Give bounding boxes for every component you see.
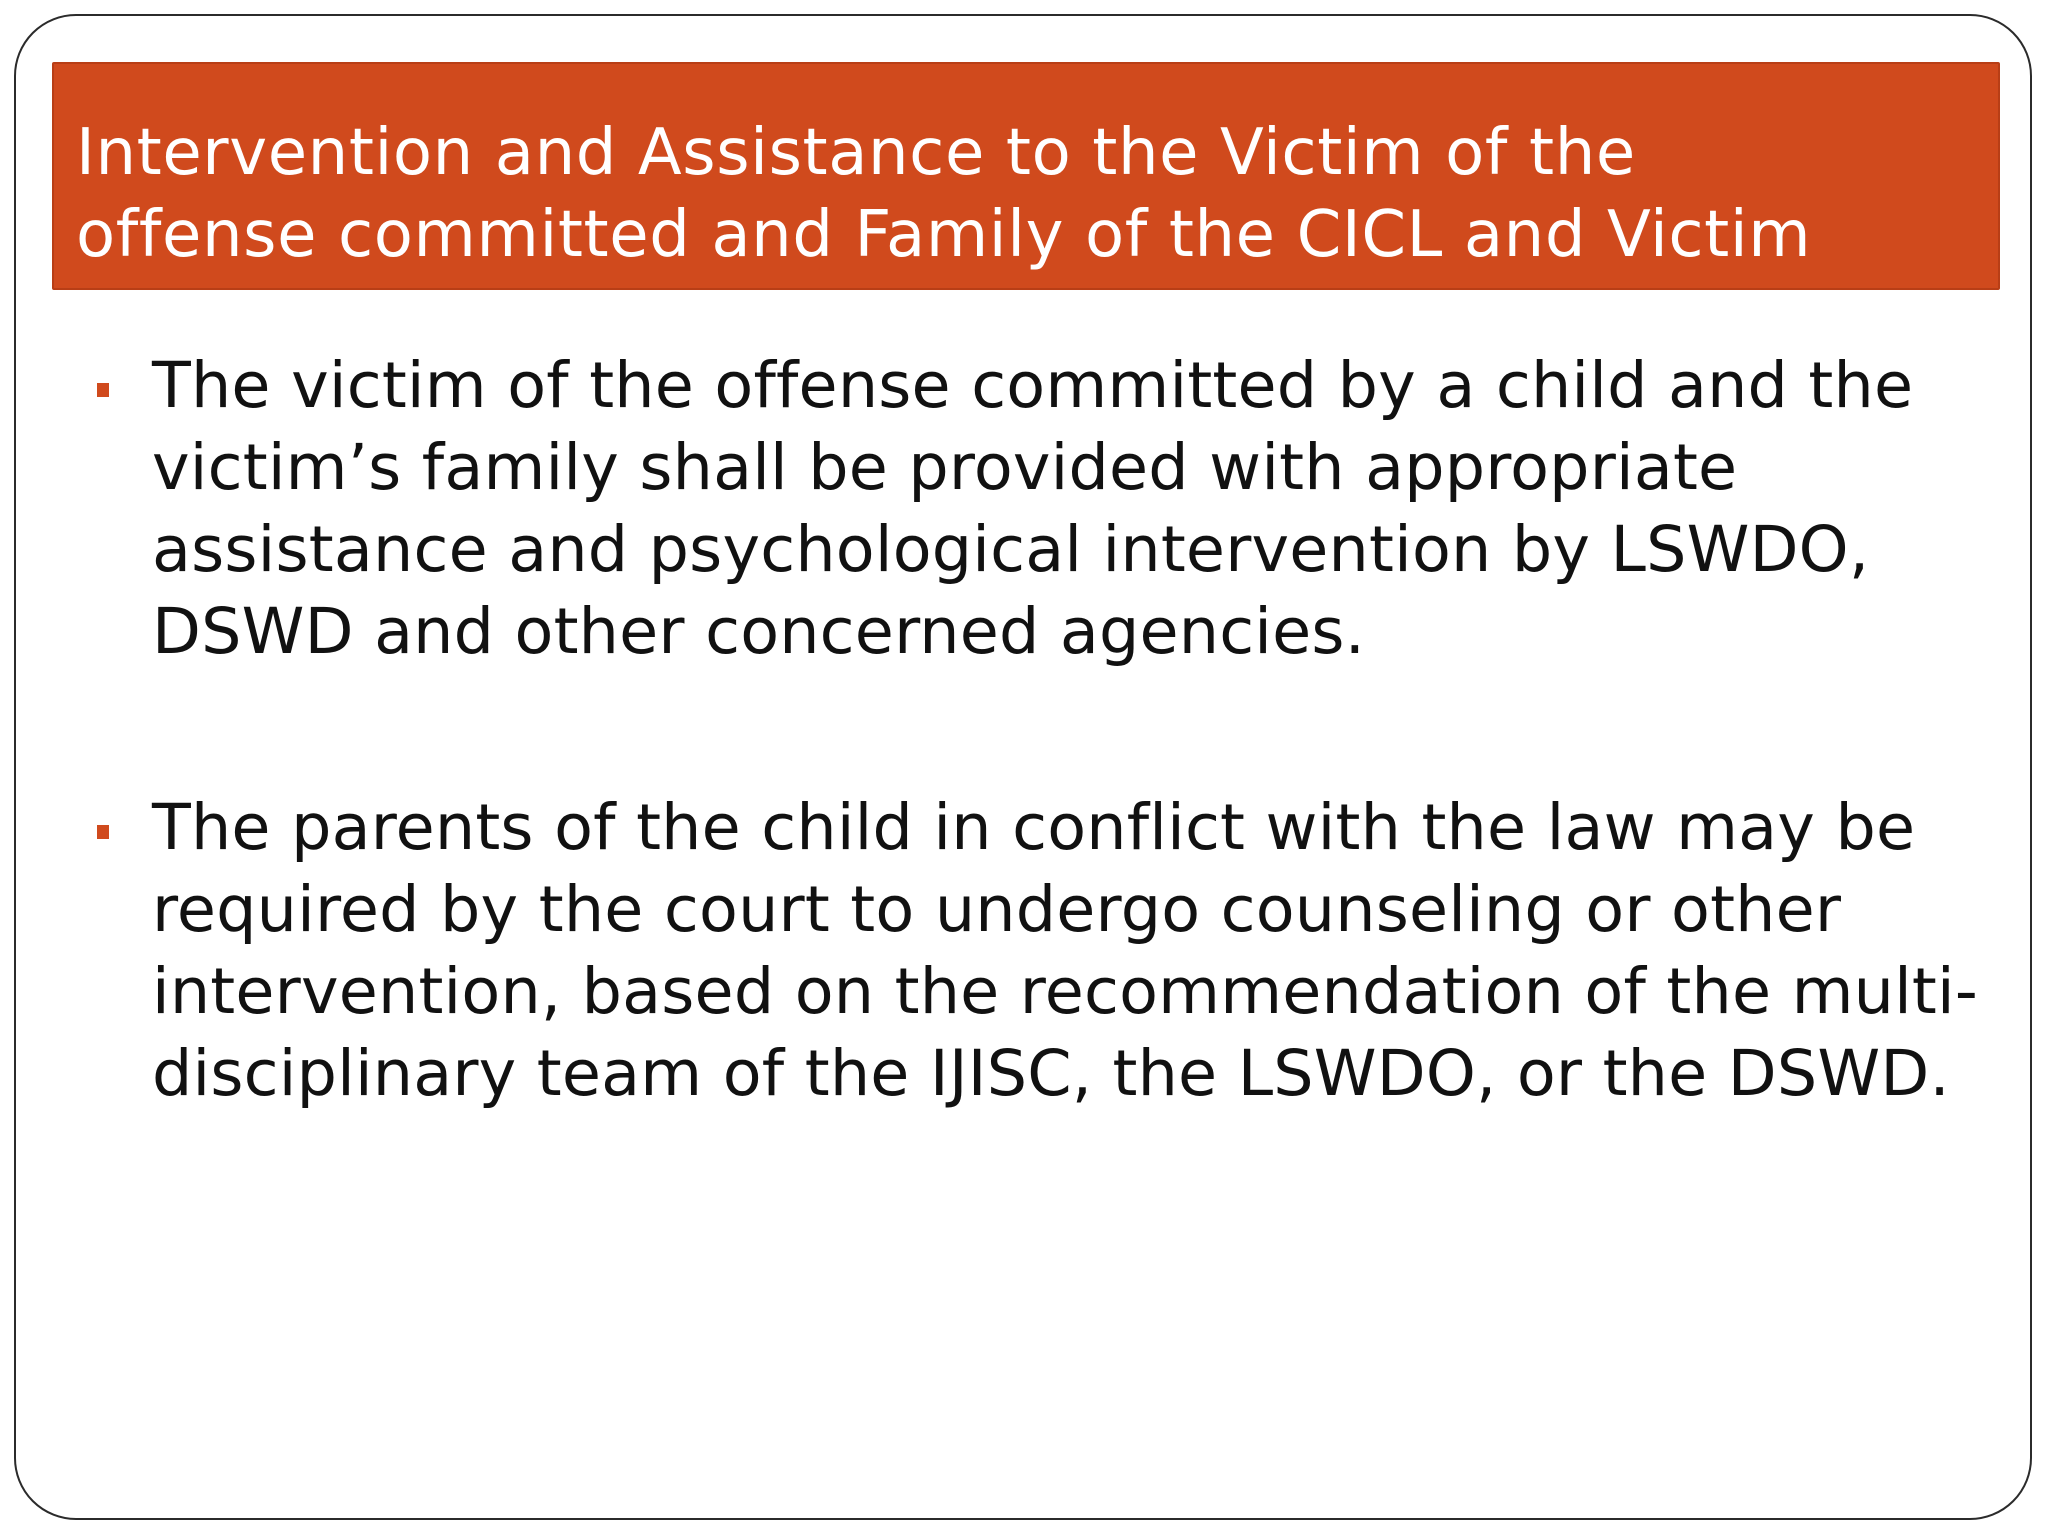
slide-frame [14, 14, 2032, 1520]
bullet-text: The victim of the offense committed by a child and the victim’s family shall be provided with appropriate assistance and psychological intervention by LSWDO, DSWD and other concerned agencies. [152, 348, 1914, 668]
bullet-list [16, 16, 2030, 1518]
slide-title: Intervention and Assistance to the Victim of the offense committed and Family of the CICL and Victim [76, 116, 1812, 272]
bullet-item-victim-assistance [152, 344, 2014, 672]
bullet-item-parent-counseling [152, 786, 2014, 1114]
square-bullet-icon [97, 825, 109, 839]
square-bullet-icon [97, 383, 109, 397]
bullet-text: The parents of the child in conflict with the law may be required by the court to undergo counseling or other intervention, based on the recommendation of the multi-disciplinary team of the IJISC, the LSWDO, or the DSWD. [152, 790, 1978, 1110]
